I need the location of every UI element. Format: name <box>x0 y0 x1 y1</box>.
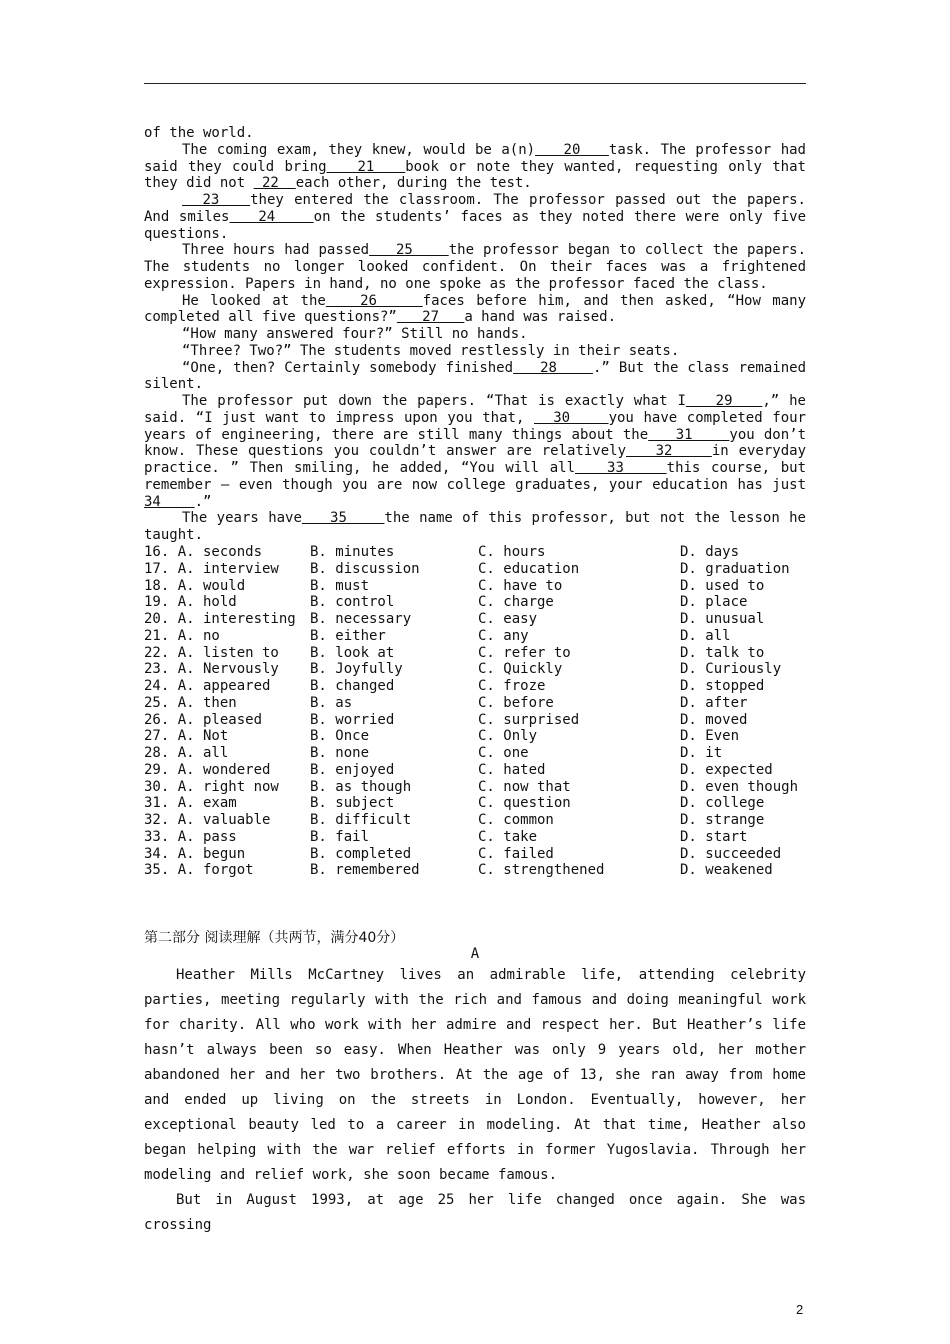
option-c: C. any <box>478 627 529 644</box>
option-row <box>144 695 806 712</box>
blank-30: 30 <box>534 409 609 426</box>
blank-32: 32 <box>626 443 712 460</box>
blank-33: 33 <box>575 460 667 476</box>
option-row <box>144 829 806 846</box>
option-d: D. weakened <box>680 862 773 879</box>
passage-paragraph: of the world. <box>144 125 254 141</box>
option-row <box>144 661 806 678</box>
passage-paragraph: “Three? Two?” The students moved restlessly in their seats. <box>182 342 680 359</box>
passage-paragraph: 23 they entered the classroom. The professor passed out the papers. And smiles 24 on the students’ faces as they noted there were only five questions. <box>144 192 807 242</box>
option-d: D. graduation <box>680 560 790 577</box>
option-row <box>144 712 806 729</box>
option-d: D. start <box>680 828 748 845</box>
blank-24: 24 <box>229 208 314 225</box>
option-c: C. hated <box>478 761 546 778</box>
option-d: D. used to <box>680 577 765 594</box>
option-a: 26. A. pleased <box>144 711 263 728</box>
option-c: C. easy <box>478 611 538 627</box>
blank-26: 26 <box>325 292 423 309</box>
option-b: B. minutes <box>310 544 395 560</box>
option-c: C. Quickly <box>478 661 563 678</box>
option-a: 17. A. interview <box>144 560 279 577</box>
passage-paragraph: The years have 35 the name of this professor, but not the lesson he taught. <box>144 510 806 543</box>
option-a: 29. A. wondered <box>144 761 271 778</box>
option-b: B. Once <box>310 728 370 745</box>
option-b: B. difficult <box>310 812 412 828</box>
option-a: 35. A. forgot <box>144 862 254 879</box>
option-a: 18. A. would <box>144 577 246 594</box>
option-row <box>144 628 806 645</box>
option-b: B. none <box>310 745 370 761</box>
option-row <box>144 544 806 561</box>
option-b: B. either <box>310 627 386 644</box>
option-a: 31. A. exam <box>144 795 237 812</box>
option-a: 21. A. no <box>144 627 220 644</box>
option-b: B. look at <box>310 644 395 661</box>
option-row <box>144 779 806 796</box>
option-c: C. strengthened <box>478 862 605 879</box>
option-d: D. unusual <box>680 611 765 627</box>
option-row <box>144 645 806 662</box>
header-rule <box>144 83 806 84</box>
section-title: 第二部分 阅读理解（共两节，满分40分） <box>144 930 405 946</box>
option-d: D. it <box>680 745 723 761</box>
option-d: D. place <box>680 594 748 611</box>
option-b: B. as though <box>310 778 412 795</box>
option-row <box>144 745 806 762</box>
option-b: B. worried <box>310 711 395 728</box>
option-c: C. refer to <box>478 644 571 661</box>
passage-paragraph: The coming exam, they knew, would be a(n) 20 task. The professor had said they could bring 21 book or note they wanted, requesting only that they did not 22 each other, during the test. <box>144 141 806 192</box>
reading-paragraph: But in August 1993, at age 25 her life changed once again. She was crossing <box>144 1192 806 1233</box>
option-d: D. expected <box>680 761 773 778</box>
section-label: A <box>470 946 480 962</box>
option-b: B. discussion <box>310 560 420 577</box>
option-c: C. one <box>478 745 529 761</box>
option-b: B. control <box>310 594 395 611</box>
option-b: B. Joyfully <box>310 661 403 678</box>
option-a: 16. A. seconds <box>144 544 263 560</box>
passage-paragraph: “How many answered four?” Still no hands. <box>182 326 528 342</box>
option-d: D. after <box>680 694 748 711</box>
option-b: B. changed <box>310 678 395 694</box>
passage-paragraph: The professor put down the papers. “That is exactly what I 29 ,” he said. “I just want to impress upon you that, 30 you have completed four years of engineering, there are still many things about the 31 you don’t know. These questions you couldn’t answer are relatively 32 in everyday practice. ” Then smiling, he added, “You will all 33 this course, but remember — even though you are now college graduates, your education has just 34 .” <box>144 393 807 510</box>
option-d: D. Curiously <box>680 661 782 678</box>
option-a: 24. A. appeared <box>144 678 271 694</box>
option-b: B. necessary <box>310 611 412 627</box>
passage-paragraph: “One, then? Certainly somebody finished 28 .” But the class remained silent. <box>144 359 807 393</box>
option-a: 32. A. valuable <box>144 812 271 828</box>
option-c: C. hours <box>478 544 546 560</box>
option-d: D. even though <box>680 778 799 795</box>
option-row <box>144 678 806 695</box>
option-a: 27. A. Not <box>144 728 229 745</box>
blank-25: 25 <box>369 242 449 259</box>
option-b: B. subject <box>310 795 395 812</box>
blank-31: 31 <box>648 426 730 443</box>
option-c: C. common <box>478 812 554 828</box>
option-b: B. fail <box>310 828 370 845</box>
option-c: C. froze <box>478 678 546 694</box>
option-a: 30. A. right now <box>144 778 279 795</box>
option-row <box>144 812 806 829</box>
option-row <box>144 594 806 611</box>
option-c: C. surprised <box>478 711 580 728</box>
option-d: D. succeeded <box>680 845 782 862</box>
option-c: C. charge <box>478 594 554 611</box>
option-b: B. completed <box>310 845 412 862</box>
option-c: C. now that <box>478 778 571 795</box>
option-row <box>144 862 806 879</box>
option-d: D. all <box>680 627 731 644</box>
option-b: B. remembered <box>310 862 420 879</box>
option-row <box>144 762 806 779</box>
passage-paragraph: He looked at the 26 faces before him, and then asked, “How many completed all five questions?” 27 a hand was raised. <box>144 292 807 326</box>
blank-28: 28 <box>513 359 593 376</box>
option-a: 20. A. interesting <box>144 611 296 627</box>
option-a: 25. A. then <box>144 694 237 711</box>
passage-paragraph: Three hours had passed 25 the professor began to collect the papers. The students no longer looked confident. On their faces was a frightened expression. Papers in hand, no one spoke as the professor faced the class. <box>144 242 806 292</box>
option-a: 28. A. all <box>144 745 229 761</box>
option-row <box>144 578 806 595</box>
option-row <box>144 846 806 863</box>
option-c: C. take <box>478 828 538 845</box>
option-row <box>144 795 806 812</box>
option-d: D. stopped <box>680 678 765 694</box>
option-a: 33. A. pass <box>144 828 237 845</box>
blank-20: 20 <box>535 141 609 158</box>
option-b: B. as <box>310 694 353 711</box>
option-c: C. education <box>478 560 580 577</box>
blank-23: 23 <box>182 192 251 208</box>
option-d: D. talk to <box>680 644 765 661</box>
option-c: C. Only <box>478 728 538 745</box>
option-row <box>144 611 806 628</box>
option-a: 23. A. Nervously <box>144 661 279 678</box>
option-d: D. strange <box>680 812 765 828</box>
option-d: D. days <box>680 544 740 560</box>
option-a: 22. A. listen to <box>144 644 279 661</box>
option-d: D. college <box>680 795 765 812</box>
option-b: B. enjoyed <box>310 761 395 778</box>
option-b: B. must <box>310 577 370 594</box>
options-list <box>144 544 806 879</box>
option-a: 34. A. begun <box>144 845 246 862</box>
option-c: C. before <box>478 694 554 711</box>
option-row <box>144 728 806 745</box>
option-d: D. moved <box>680 711 748 728</box>
option-c: C. failed <box>478 845 554 862</box>
cloze-passage <box>144 125 806 544</box>
reading-paragraph: Heather Mills McCartney lives an admirable life, attending celebrity parties, meeting regularly with the rich and famous and doing meaningful work for charity. All who work with her admire and respect her. But Heather’s life hasn’t always been so easy. When Heather was only 9 years old, her mother abandoned her and her two brothers. At the age of 13, she ran away from home and ended up living on the streets in London. Eventually, however, her exceptional beauty led to a career in modeling. At that time, Heather also began helping with the war relief efforts in former Yugoslavia. Through her modeling and relief work, she soon became famous. <box>144 967 806 1183</box>
blank-35: 35 <box>301 510 385 527</box>
option-row <box>144 561 806 578</box>
page-number: 2 <box>796 1302 804 1317</box>
option-c: C. question <box>478 795 571 812</box>
blank-34: 34 <box>144 493 195 510</box>
blank-29: 29 <box>685 393 763 409</box>
blank-27: 27 <box>396 309 465 326</box>
blank-21: 21 <box>326 158 406 175</box>
blank-22: 22 <box>253 175 296 192</box>
reading-passage <box>144 963 806 1238</box>
option-a: 19. A. hold <box>144 594 237 611</box>
option-d: D. Even <box>680 728 740 745</box>
option-c: C. have to <box>478 577 563 594</box>
